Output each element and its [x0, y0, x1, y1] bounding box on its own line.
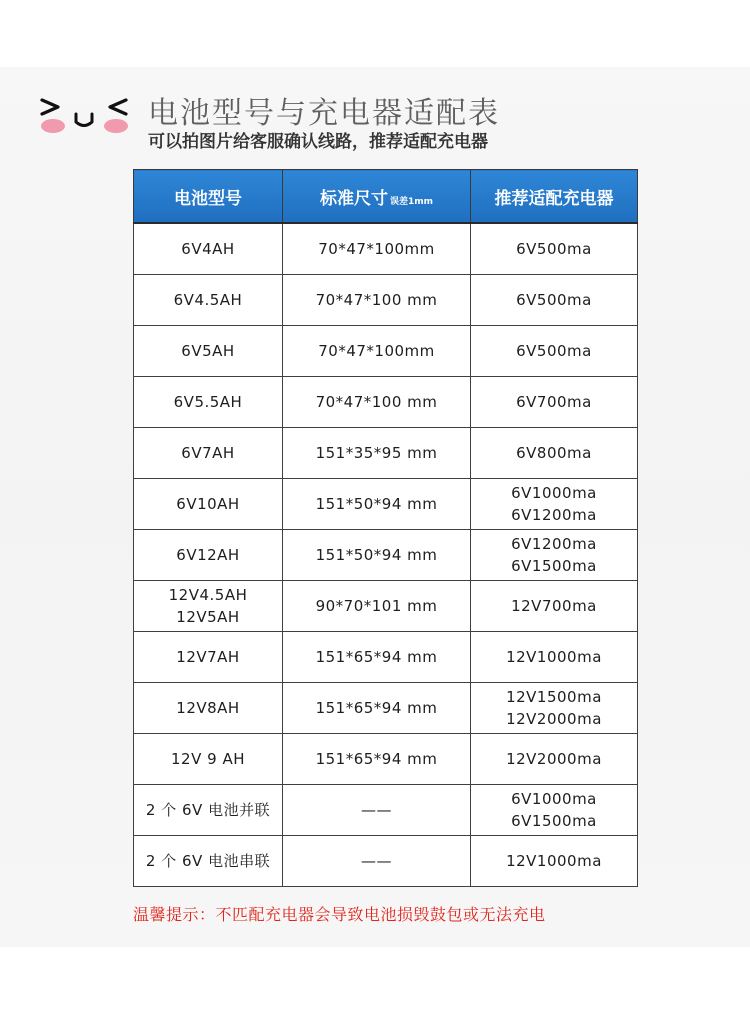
cell-model	[134, 326, 283, 377]
cell-charger	[471, 223, 638, 275]
cell-size-value: 151*50*94 mm	[315, 495, 438, 513]
cell-model-line: 12V5AH	[176, 608, 240, 626]
cell-charger-line: 12V1000ma	[506, 648, 602, 666]
table-row	[134, 581, 638, 632]
cell-model-line: 6V4.5AH	[173, 291, 243, 309]
cell-charger	[471, 581, 638, 632]
cell-model-line: 12V8AH	[176, 699, 240, 717]
cell-charger-line: 12V1000ma	[506, 852, 602, 870]
cell-model	[134, 785, 283, 836]
table-row	[134, 223, 638, 275]
cell-size	[283, 632, 471, 683]
cell-charger-line: 12V1500ma	[506, 688, 602, 706]
cell-size-value: 151*50*94 mm	[315, 546, 438, 564]
page-title: 电池型号与充电器适配表	[148, 96, 500, 131]
header-model	[134, 170, 283, 224]
table-body	[134, 223, 638, 887]
cell-charger-line: 6V1200ma	[511, 506, 597, 524]
cell-charger-line: 6V800ma	[516, 444, 592, 462]
cell-size-value: 151*65*94 mm	[315, 699, 438, 717]
table-row	[134, 632, 638, 683]
cell-model	[134, 275, 283, 326]
table-row	[134, 326, 638, 377]
cell-charger	[471, 734, 638, 785]
cell-charger-line: 6V1200ma	[511, 535, 597, 553]
cell-charger	[471, 428, 638, 479]
cell-charger	[471, 479, 638, 530]
cell-model-line: 6V10AH	[176, 495, 240, 513]
cell-model	[134, 530, 283, 581]
cell-size	[283, 428, 471, 479]
cell-model-line: 6V5AH	[181, 342, 235, 360]
table-row	[134, 734, 638, 785]
cell-charger	[471, 275, 638, 326]
cell-size	[283, 223, 471, 275]
cell-model	[134, 734, 283, 785]
cell-charger	[471, 377, 638, 428]
warning-note: 温馨提示：不匹配充电器会导致电池损毁鼓包或无法充电	[133, 905, 546, 924]
cell-size-value: ——	[361, 852, 392, 870]
cell-charger-line: 12V700ma	[511, 597, 597, 615]
cell-charger	[471, 530, 638, 581]
cell-model-line: 6V5.5AH	[173, 393, 243, 411]
table-row	[134, 785, 638, 836]
cell-model-line: 6V4AH	[181, 240, 235, 258]
cell-charger	[471, 836, 638, 887]
cell-model	[134, 428, 283, 479]
cell-charger-line: 6V1000ma	[511, 790, 597, 808]
cell-size-value: 151*65*94 mm	[315, 750, 438, 768]
cell-size	[283, 683, 471, 734]
header-size	[283, 170, 471, 224]
cell-model-line: 12V4.5AH	[168, 586, 248, 604]
cell-charger-line: 6V500ma	[516, 240, 592, 258]
table-row	[134, 428, 638, 479]
header-size-label: 标准尺寸	[319, 188, 388, 209]
cell-size	[283, 734, 471, 785]
header-model-label: 电池型号	[174, 188, 242, 209]
squinting-face-emoticon-icon	[36, 92, 132, 138]
cell-size-value: 70*47*100mm	[318, 342, 435, 360]
cell-size	[283, 581, 471, 632]
cell-model	[134, 377, 283, 428]
cell-model	[134, 479, 283, 530]
cell-model-line: 2 个 6V 电池并联	[145, 801, 271, 819]
table-row	[134, 479, 638, 530]
cell-size	[283, 530, 471, 581]
cell-model-line: 12V 9 AH	[171, 750, 245, 768]
cell-size-value: 70*47*100 mm	[315, 393, 438, 411]
cell-size	[283, 785, 471, 836]
cell-model	[134, 836, 283, 887]
header-size-note: 误差1mm	[389, 196, 434, 207]
cell-charger	[471, 785, 638, 836]
table-row	[134, 683, 638, 734]
cell-model	[134, 581, 283, 632]
table-row	[134, 275, 638, 326]
battery-charger-table	[133, 169, 638, 887]
cell-model-line: 2 个 6V 电池串联	[145, 852, 271, 870]
cell-charger	[471, 326, 638, 377]
cell-charger-line: 6V500ma	[516, 291, 592, 309]
cell-size-value: 70*47*100 mm	[315, 291, 438, 309]
cell-size-value: 70*47*100mm	[318, 240, 435, 258]
table-row	[134, 530, 638, 581]
cell-size	[283, 326, 471, 377]
cell-charger-line: 6V1500ma	[511, 812, 597, 830]
cell-charger	[471, 683, 638, 734]
cell-model-line: 6V7AH	[181, 444, 235, 462]
cell-model-line: 6V12AH	[176, 546, 240, 564]
cell-model	[134, 632, 283, 683]
table-row	[134, 377, 638, 428]
table-header-row	[134, 170, 638, 224]
cell-size-value: 151*65*94 mm	[315, 648, 438, 666]
cell-size-value: 90*70*101 mm	[315, 597, 438, 615]
page-subtitle: 可以拍图片给客服确认线路，推荐适配充电器	[148, 132, 488, 152]
cell-charger-line: 6V1500ma	[511, 557, 597, 575]
cell-size	[283, 479, 471, 530]
cell-size	[283, 275, 471, 326]
cell-charger-line: 6V1000ma	[511, 484, 597, 502]
header-charger-label: 推荐适配充电器	[494, 188, 614, 209]
cell-charger-line: 6V500ma	[516, 342, 592, 360]
cell-model-line: 12V7AH	[176, 648, 240, 666]
cell-model	[134, 223, 283, 275]
cell-charger-line: 12V2000ma	[506, 710, 602, 728]
cell-charger-line: 12V2000ma	[506, 750, 602, 768]
header-charger	[471, 170, 638, 224]
cell-size	[283, 836, 471, 887]
cell-charger	[471, 632, 638, 683]
cell-model	[134, 683, 283, 734]
cell-charger-line: 6V700ma	[516, 393, 592, 411]
table-row	[134, 836, 638, 887]
cell-size-value: ——	[361, 801, 392, 819]
cell-size-value: 151*35*95 mm	[315, 444, 438, 462]
cell-size	[283, 377, 471, 428]
